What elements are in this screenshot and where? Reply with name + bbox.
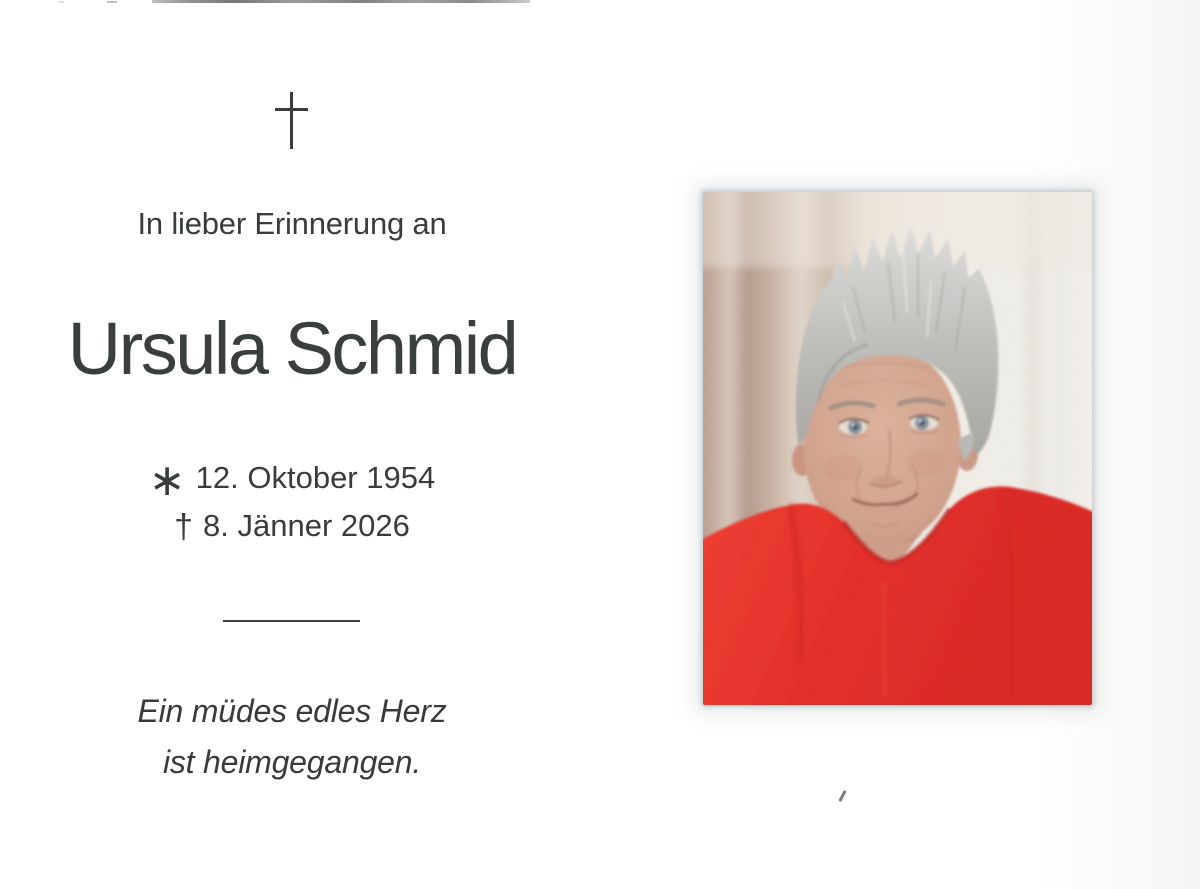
deceased-name: Ursula Schmid: [67, 307, 517, 390]
scan-artifact-stray-mark: [838, 790, 846, 802]
cross-horizontal-bar: [275, 108, 308, 111]
scan-artifact-top-edge: [152, 0, 530, 3]
death-date-line: † 8. Jänner 2026: [174, 508, 410, 546]
birth-date: 12. Oktober 1954: [195, 460, 436, 495]
divider-line: [223, 620, 360, 622]
in-memoriam-line: In lieber Erinnerung an: [137, 206, 447, 241]
portrait-photo: [703, 192, 1092, 705]
epitaph-line-1: Ein müdes edles Herz: [137, 693, 447, 729]
scan-artifact-dot: [107, 1, 117, 3]
cross-icon: [258, 92, 326, 150]
cross-vertical-bar: [290, 92, 293, 149]
portrait-photo-illustration: [703, 192, 1092, 705]
memorial-text-column: [0, 0, 584, 889]
scan-grain-overlay: [703, 192, 1092, 705]
death-date: 8. Jänner 2026: [203, 508, 410, 543]
scan-artifact-dot: [58, 1, 64, 3]
birth-date-line: ∗ 12. Oktober 1954: [148, 455, 436, 506]
epitaph-line-2: ist heimgegangen.: [162, 744, 422, 780]
